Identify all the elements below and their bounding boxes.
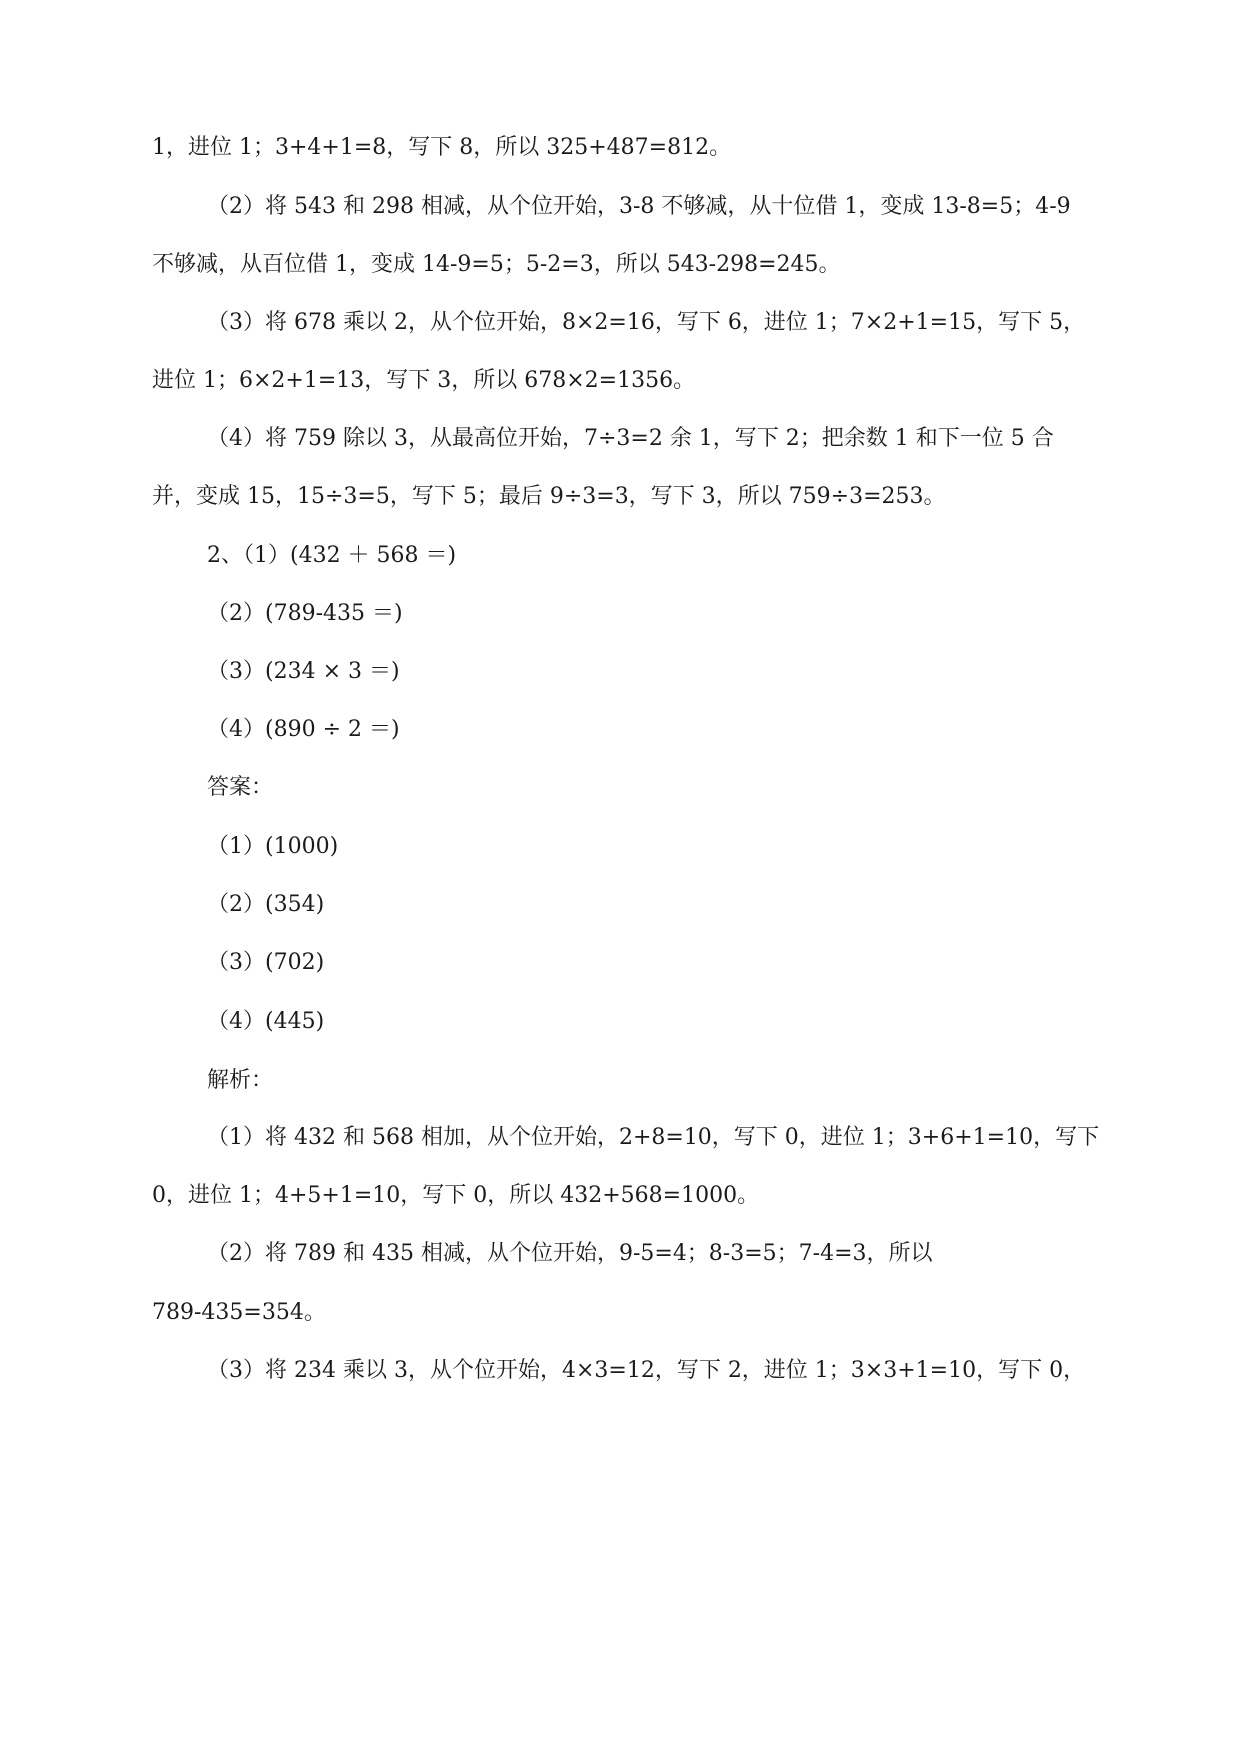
text-line: 并，变成 15，15÷3=5，写下 5；最后 9÷3=3，写下 3，所以 759÷3=253。 [152,484,946,509]
text-line: （4）将 759 除以 3，从最高位开始，7÷3=2 余 1，写下 2；把余数 1 和下一位 5 合 [207,426,1054,451]
text-line: （2）将 543 和 298 相减，从个位开始，3-8 不够减，从十位借 1，变成 13-8=5；4-9 [207,194,1071,219]
answer-line: （1）(1000) [207,834,339,859]
heading-answers: 答案： [207,775,274,800]
text-line: （2）将 789 和 435 相减，从个位开始，9-5=4；8-3=5；7-4=3，所以 [207,1241,933,1266]
text-line: （1）将 432 和 568 相加，从个位开始，2+8=10，写下 0，进位 1；3+6+1=10，写下 [207,1125,1100,1150]
text-line: 不够减，从百位借 1，变成 14-9=5；5-2=3，所以 543-298=245。 [152,252,841,277]
text-line: （3）(234 × 3 ＝) [207,659,400,684]
text-line: 进位 1；6×2+1=13，写下 3，所以 678×2=1356。 [152,368,696,393]
answer-line: （4）(445) [207,1009,325,1034]
text-line: 2、（1）(432 ＋ 568 ＝) [207,543,457,568]
text-line: 0，进位 1；4+5+1=10，写下 0，所以 432+568=1000。 [152,1183,760,1208]
text-line: （3）将 678 乘以 2，从个位开始，8×2=16，写下 6，进位 1；7×2+1=15，写下 5， [207,310,1086,335]
text-line: （3）将 234 乘以 3，从个位开始，4×3=12，写下 2，进位 1；3×3+1=10，写下 0， [207,1358,1086,1383]
answer-line: （3）(702) [207,950,325,975]
answer-line: （2）(354) [207,892,325,917]
text-line: 1，进位 1；3+4+1=8，写下 8，所以 325+487=812。 [152,135,732,160]
text-line: （4）(890 ÷ 2 ＝) [207,717,400,742]
heading-analysis: 解析： [207,1068,274,1093]
text-line: （2）(789-435 ＝) [207,601,403,626]
text-line: 789-435=354。 [152,1300,326,1325]
